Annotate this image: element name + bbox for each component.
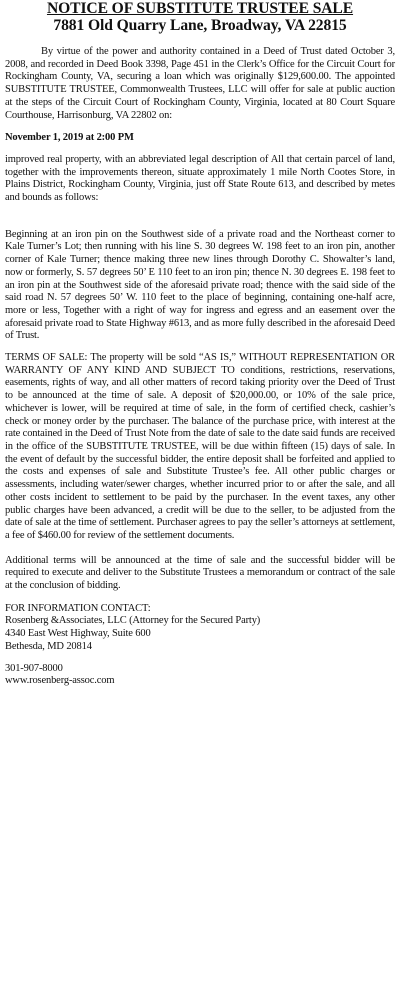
additional-terms-paragraph: Additional terms will be announced at the time of sale and the successful bidder will be required to execute and deliver to the Substitute Trustees a memorandum or contract of the sale at the conclusion of bidding. bbox=[5, 554, 395, 592]
contact-address-line2: Bethesda, MD 20814 bbox=[5, 640, 92, 652]
property-description-paragraph: improved real property, with an abbreviated legal description of All that certain parcel of land, together with the improvements thereon, situate approximately 1 mile North Cootes Store, in Plains District, Rockingham County, Virginia, just off State Route 613, and described by metes and bounds as follows: bbox=[5, 153, 395, 204]
contact-phone: 301-907-8000 bbox=[5, 662, 63, 674]
intro-paragraph: By virtue of the power and authority contained in a Deed of Trust dated October 3, 2008, and recorded in Deed Book 3398, Page 451 in the Clerk’s Office for the Circuit Court for Rockingham County, VA, securing a loan which was originally $129,600.00. The appointed SUBSTITUTE TRUSTEE, Commonwealth Trustees, LLC will offer for sale at public auction at the steps of the Circuit Court of Rockingham County, Virginia, located at 80 Court Square Courthouse, Harrisonburg, VA 22802 on: bbox=[5, 46, 395, 121]
contact-website: www.rosenberg-assoc.com bbox=[5, 675, 115, 687]
contact-heading: FOR INFORMATION CONTACT: bbox=[5, 602, 151, 614]
contact-block bbox=[5, 603, 395, 688]
contact-firm: Rosenberg &Associates, LLC (Attorney for the Secured Party) bbox=[5, 615, 261, 627]
sale-datetime: November 1, 2019 at 2:00 PM bbox=[5, 132, 134, 144]
property-address-heading: 7881 Old Quarry Lane, Broadway, VA 22815 bbox=[53, 17, 347, 34]
notice-title: NOTICE OF SUBSTITUTE TRUSTEE SALE bbox=[46, 0, 354, 17]
terms-of-sale-paragraph: TERMS OF SALE: The property will be sold “AS IS,” WITHOUT REPRESENTATION OR WARRANTY OF ANY KIND AND SUBJECT TO conditions, restrictions, reservations, easements, rights of way, and all other matters of record taking priority over the Deed of Trust to be announced at the time of sale. A deposit of $20,000.00, or 10% of the sale price, whichever is lower, will be required at time of sale, in the form of certified check, cashier’s check or money order by the purchaser. The balance of the purchase price, with interest at the rate contained in the Deed of Trust Note from the date of sale to the date said funds are received in the office of the SUBSTITUTE TRUSTEE, will be due within fifteen (15) days of sale. In the event of default by the successful bidder, the entire deposit shall be forfeited and applied to the costs and expenses of sale and Substitute Trustee’s fee. All other public charges or assessments, including water/sewer charges, whether incurred prior to or after the sale, and all other costs incident to settlement to be paid by the purchaser. In the event taxes, any other public charges have been advanced, a credit will be due to the seller, to be adjusted from the date of sale at the time of settlement. Purchaser agrees to pay the seller’s attorneys at settlement, a fee of $460.00 for review of the settlement documents. bbox=[5, 352, 395, 541]
contact-address-line1: 4340 East West Highway, Suite 600 bbox=[5, 628, 151, 640]
metes-and-bounds-paragraph: Beginning at an iron pin on the Southwest side of a private road and the Northeast corner to Kale Turner’s Lot; then running with his line S. 30 degrees W. 198 feet to an iron pin, another corner of Kale Turner; thence making three new lines through Dorothy C. Showalter’s land, now or formerly, S. 57 degrees 50’ E 110 feet to an iron pin; thence N. 30 degrees E. 198 feet to an iron pin at the Southwest side of the aforesaid private road; thence with the said side of the said road N. 57 degrees 50’ W. 110 feet to the place of beginning, containing one-half acre, more or less, Together with a right of way for ingress and egress and an easement over the aforesaid private road to State Highway #613, and as more fully described in the aforesaid Deed of Trust. bbox=[5, 228, 395, 342]
